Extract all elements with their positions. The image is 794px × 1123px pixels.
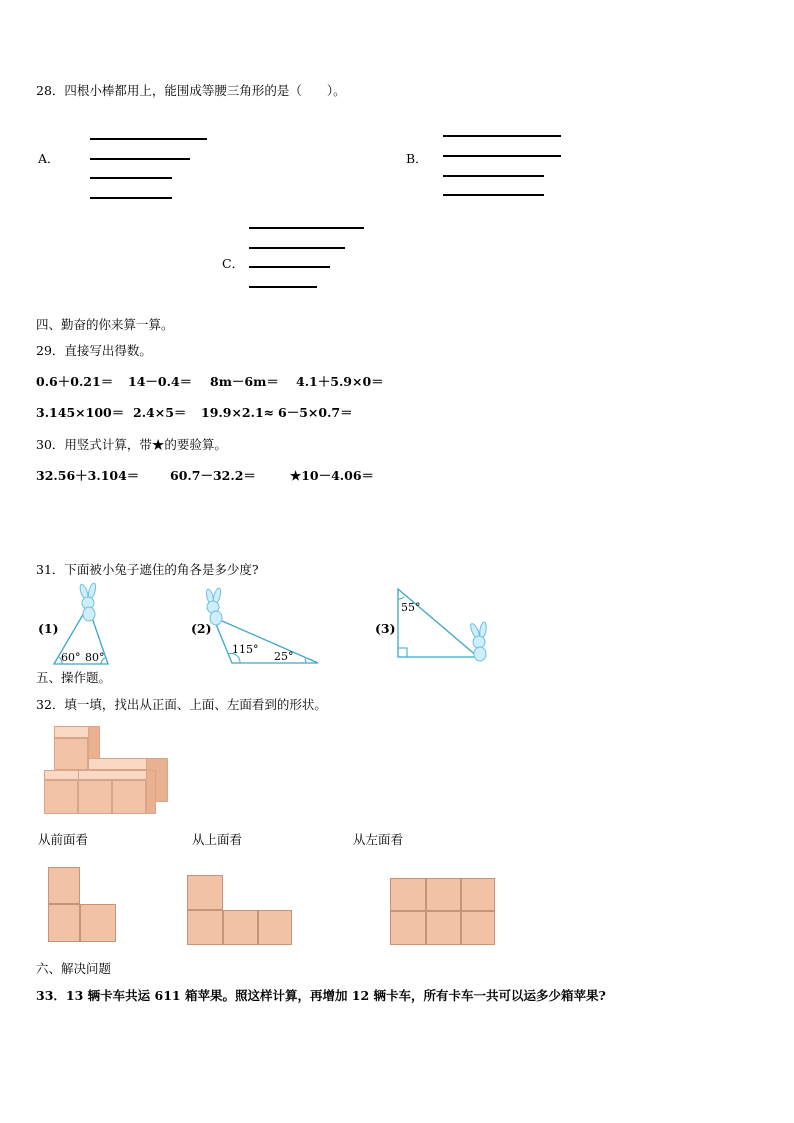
- rabbit-icon: [205, 587, 222, 625]
- q31-label-1: (1): [38, 621, 59, 636]
- q29-item: 2.4×5＝: [133, 405, 187, 420]
- q32-stem: 32．填一填，找出从正面、上面、左面看到的形状。: [36, 697, 327, 712]
- q28-option-b-label: B．: [406, 151, 428, 166]
- q31-label-2: (2): [191, 621, 212, 636]
- rabbit-icon: [78, 582, 97, 621]
- q31-label-3: (3): [375, 621, 396, 636]
- q29-item: 4.1＋5.9×0＝: [296, 374, 384, 389]
- section-5-title: 五、操作题。: [36, 670, 112, 685]
- view-label-front: 从前面看: [38, 832, 89, 847]
- rabbit-icon: [469, 622, 487, 661]
- fig2-angle-a: 115°: [232, 643, 259, 656]
- triangle-3: [398, 589, 478, 657]
- triangle-2: [213, 617, 318, 663]
- fig1-angle-a: 60°: [61, 651, 81, 664]
- q28-option-c-label: C．: [222, 256, 245, 271]
- q33-stem: 33．13 辆卡车共运 611 箱苹果。照这样计算，再增加 12 辆卡车，所有卡车一共可以运多少箱苹果?: [36, 988, 606, 1003]
- q29-stem: 29．直接写出得数。: [36, 343, 152, 358]
- q30-item: ★10－4.06＝: [290, 468, 375, 483]
- q30-item: 60.7－32.2＝: [170, 468, 256, 483]
- q29-item: 19.9×2.1≈: [201, 405, 275, 420]
- section-6-title: 六、解决问题: [36, 961, 112, 976]
- view-label-top: 从上面看: [192, 832, 243, 847]
- q30-item: 32.56＋3.104＝: [36, 468, 140, 483]
- q29-item: 6－5×0.7＝: [278, 405, 353, 420]
- q29-item: 0.6＋0.21＝: [36, 374, 114, 389]
- view-label-left: 从左面看: [353, 832, 404, 847]
- q30-stem: 30．用竖式计算，带★的要验算。: [36, 437, 227, 452]
- fig1-angle-b: 80°: [85, 651, 105, 664]
- section-4-title: 四、勤奋的你来算一算。: [36, 317, 174, 332]
- q28-option-a-label: A．: [38, 151, 60, 166]
- q28-stem: 28．四根小棒都用上，能围成等腰三角形的是（ ）。: [36, 83, 346, 98]
- fig2-angle-b: 25°: [274, 650, 294, 663]
- q29-item: 14－0.4＝: [128, 374, 193, 389]
- fig3-angle-a: 55°: [401, 601, 421, 614]
- q29-item: 8m－6m＝: [210, 374, 279, 389]
- q31-stem: 31．下面被小兔子遮住的角各是多少度?: [36, 562, 259, 577]
- q29-item: 3.145×100＝: [36, 405, 125, 420]
